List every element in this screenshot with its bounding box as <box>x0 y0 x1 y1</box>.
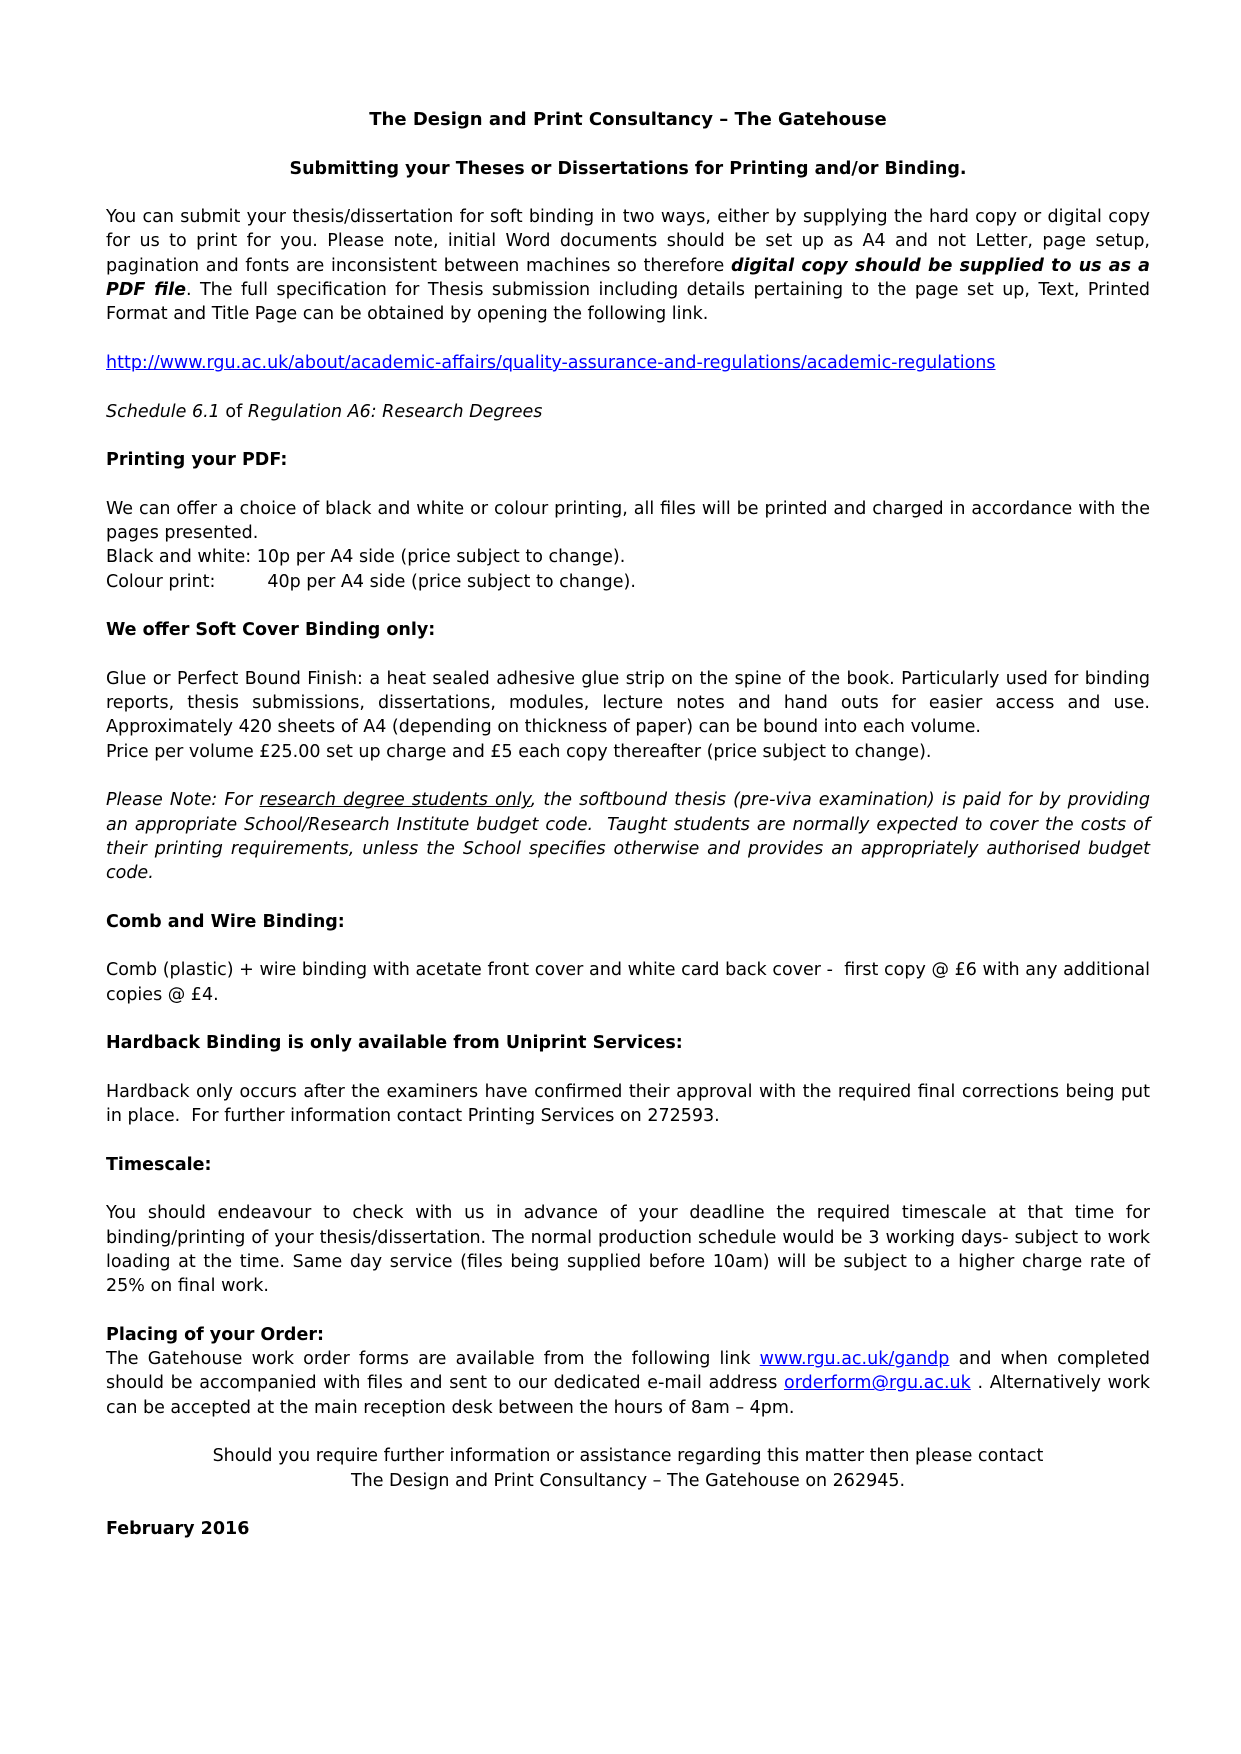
text-run: You should endeavour to check with us in advance of your deadline the required timescale at that time for binding/printing of your thesis/dissertation. The normal production schedule would be 3 working days- subject to work loading at the time. Same day service (files being supplied before 10am) will be subject to a higher charge rate of 25% on final work. <box>106 1203 1150 1297</box>
text-run: 40p per A4 side (price subject to change). <box>267 571 636 592</box>
schedule-line <box>106 400 1150 424</box>
text-run: Should you require further information or assistance regarding this matter then please contact <box>212 1446 1044 1467</box>
gandp-link[interactable]: www.rgu.ac.uk/gandp <box>759 1349 950 1370</box>
contact-paragraph <box>106 1444 1150 1493</box>
hardback-heading: Hardback Binding is only available from Uniprint Services: <box>106 1033 683 1054</box>
comb-paragraph <box>106 958 1150 1007</box>
document-subtitle: Submitting your Theses or Dissertations for Printing and/or Binding. <box>289 158 967 179</box>
text-run: research degree students only <box>259 790 531 811</box>
regulations-link[interactable]: http://www.rgu.ac.uk/about/academic-affairs/quality-assurance-and-regulations/academic-regulations <box>106 352 996 373</box>
text-run: Colour print: <box>106 571 216 592</box>
softcover-heading: We offer Soft Cover Binding only: <box>106 620 436 641</box>
text-run: The Design and Print Consultancy – The Gatehouse on 262945. <box>350 1470 906 1491</box>
text-run: Regulation A6: Research Degrees <box>247 401 543 422</box>
text-run: Please Note: For <box>106 790 260 811</box>
text-run: You can submit your thesis/dissertation for soft binding in two ways, either by supplying the hard copy or digital copy for us to print for you. Please note, initial Word documents should be set up as A4 and not Letter, page setup, pagination and fonts are inconsistent between machines so therefore <box>106 207 1150 276</box>
softcover-paragraph <box>106 667 1150 764</box>
document-title: The Design and Print Consultancy – The Gatehouse <box>369 109 887 130</box>
text-run: , the softbound thesis (pre-viva examination) is paid for by providing an appropriate School/Research Institute budget code. Taught students are normally expected to cover the costs of their printing requirements, unless the School specifies otherwise and provides an appropriately authorised budget code. <box>106 790 1150 884</box>
timescale-heading: Timescale: <box>106 1154 212 1175</box>
orderform-email-link[interactable]: orderform@rgu.ac.uk <box>784 1373 971 1394</box>
text-run: Price per volume £25.00 set up charge and £5 each copy thereafter (price subject to change). <box>106 741 932 762</box>
text-run: Schedule 6.1 <box>106 401 220 422</box>
text-run: Comb (plastic) + wire binding with acetate front cover and white card back cover - first copy @ £6 with any additional copies @ £4. <box>106 960 1150 1005</box>
text-run: of <box>219 401 248 422</box>
text-run: . The full specification for Thesis submission including details pertaining to the page set up, Text, Printed Format and Title Page can be obtained by opening the following link. <box>106 280 1150 325</box>
text-run: Glue or Perfect Bound Finish: a heat sealed adhesive glue strip on the spine of the book. Particularly used for binding reports, thesis submissions, dissertations, modules, lecture notes and hand outs for easier access and use. Approximately 420 sheets of A4 (depending on thickness of paper) can be bound into each volume. <box>106 668 1150 738</box>
note-paragraph <box>106 788 1150 885</box>
printing-heading: Printing your PDF: <box>106 450 288 471</box>
text-run: We can offer a choice of black and white or colour printing, all files will be printed and charged in accordance with the pages presented. <box>106 498 1150 544</box>
order-heading: Placing of your Order: <box>106 1324 324 1345</box>
timescale-paragraph <box>106 1201 1150 1298</box>
text-run: and when completed should be accompanied with files and sent to our dedicated e-mail address <box>106 1349 1150 1394</box>
text-run: Black and white: 10p per A4 side (price subject to change). <box>106 547 626 568</box>
comb-heading: Comb and Wire Binding: <box>106 911 345 932</box>
text-run: digital copy should be supplied to us as a PDF file <box>106 255 1150 301</box>
text-run: . Alternatively work can be accepted at the main reception desk between the hours of 8am – 4pm. <box>106 1373 1150 1418</box>
text-run: The Gatehouse work order forms are available from the following link <box>106 1349 760 1370</box>
printing-paragraph <box>106 497 1150 594</box>
regulations-link-line <box>106 351 1150 375</box>
text-run: Hardback only occurs after the examiners have confirmed their approval with the required final corrections being put in place. For further information contact Printing Services on 272593. <box>106 1081 1150 1127</box>
intro-paragraph <box>106 205 1150 326</box>
order-paragraph <box>106 1347 1150 1420</box>
hardback-paragraph <box>106 1080 1150 1129</box>
footer-date: February 2016 <box>106 1519 250 1540</box>
